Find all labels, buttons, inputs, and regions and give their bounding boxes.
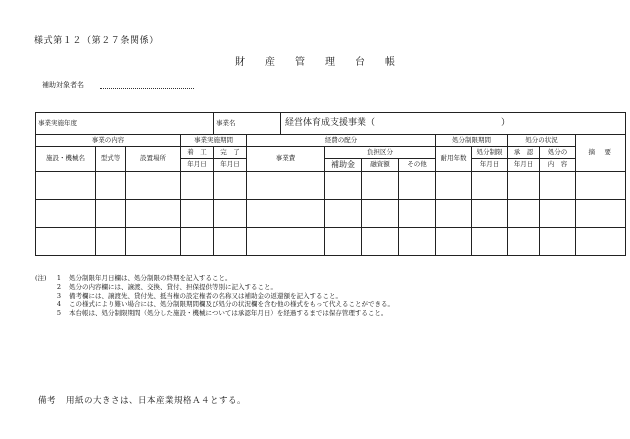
note-text: この様式により難い場合には、処分制限期間欄及び処分の状況欄を含む他の様式をもって代えることができる。 (69, 300, 394, 309)
note-number: 3 (56, 291, 62, 300)
subsidy-cell[interactable] (325, 200, 362, 228)
completion-date-cell[interactable] (214, 172, 247, 200)
start-date-cell[interactable] (181, 200, 214, 228)
table-row (36, 172, 626, 200)
property-ledger-table (35, 112, 613, 256)
project-year-cell[interactable] (36, 113, 214, 135)
project-cost-header: 事業費 (247, 147, 325, 172)
remarks-section (38, 394, 246, 406)
table-row (36, 200, 626, 228)
remarks-cell[interactable] (576, 228, 626, 256)
approval-date-cell[interactable] (508, 200, 540, 228)
limit-date-cell[interactable] (472, 172, 508, 200)
facility-cell[interactable] (36, 172, 96, 200)
model-header: 型式等 (96, 147, 126, 172)
limit-date-cell[interactable] (472, 200, 508, 228)
completion-date-subheader: 年月日 (214, 159, 247, 172)
note-text: 本台帳は、処分制限期間（処分した施設・機械については承認年月日）を経過するまでは保存管理すること。 (69, 309, 388, 318)
subsidy-header: 補助金 (325, 159, 362, 172)
disposal-content-cell[interactable] (540, 172, 576, 200)
note-number: 4 (56, 300, 62, 309)
limit-date-cell[interactable] (472, 228, 508, 256)
start-date-subheader: 年月日 (181, 159, 214, 172)
limit-date-subheader: 年月日 (472, 159, 508, 172)
disposal-content-cell[interactable] (540, 228, 576, 256)
model-cell[interactable] (96, 200, 126, 228)
note-item (35, 274, 394, 283)
disposal-content-cell[interactable] (540, 200, 576, 228)
fund-cell[interactable] (362, 200, 399, 228)
other-cell[interactable] (399, 172, 436, 200)
other-header: その他 (399, 159, 436, 172)
disposal-content-subheader: 内 容 (540, 159, 576, 172)
facility-cell[interactable] (36, 228, 96, 256)
model-cell[interactable] (96, 172, 126, 200)
useful-life-cell[interactable] (436, 172, 472, 200)
project-name-label: 事業名 (214, 113, 281, 135)
approval-date-cell[interactable] (508, 228, 540, 256)
approval-date-header: 承 認 (508, 147, 540, 159)
disposal-status-group-header: 処分の状況 (508, 135, 576, 147)
note-item (35, 309, 394, 318)
form-number: 様式第１２（第２７条関係） (34, 36, 159, 46)
completion-date-cell[interactable] (214, 200, 247, 228)
note-number: 5 (56, 309, 62, 318)
disposal-limit-group-header: 処分制限期間 (436, 135, 508, 147)
disposal-content-header: 処分の (540, 147, 576, 159)
note-text: 処分の内容欄には、譲渡、交換、貸付、担保提供等別に記入すること。 (69, 282, 277, 291)
note-text: 処分制限年月日欄は、処分制限の終期を記入すること。 (69, 274, 232, 282)
document-title: 財 産 管 理 台 帳 (235, 57, 395, 68)
model-cell[interactable] (96, 228, 126, 256)
fund-header: 融資額 (362, 159, 399, 172)
project-cost-cell[interactable] (247, 228, 325, 256)
project-year-label: 事業実施年度 (38, 118, 77, 127)
other-cell[interactable] (399, 228, 436, 256)
content-group-header: 事業の内容 (36, 135, 181, 147)
facility-cell[interactable] (36, 200, 96, 228)
start-date-header: 着 工 (181, 147, 214, 159)
project-name-value[interactable]: 経営体育成支援事業（ ） (281, 113, 626, 135)
table-row (36, 228, 626, 256)
note-item (35, 283, 394, 292)
recipient-name-field[interactable] (100, 88, 194, 89)
note-text: 備考欄には、譲渡先、貸付先、抵当権の設定権者の名称又は補助金の返還額を記入すること。 (69, 291, 342, 300)
facility-header: 施設・機械名 (36, 147, 96, 172)
location-header: 設置場所 (126, 147, 181, 172)
note-number: 2 (56, 282, 62, 291)
notes-lead: (注) (35, 274, 47, 282)
useful-life-header: 耐用年数 (436, 147, 472, 172)
project-cost-cell[interactable] (247, 200, 325, 228)
limit-date-header: 処分制限 (472, 147, 508, 159)
approval-date-subheader: 年月日 (508, 159, 540, 172)
subsidy-cell[interactable] (325, 172, 362, 200)
remarks-cell[interactable] (576, 200, 626, 228)
completion-date-header: 完 了 (214, 147, 247, 159)
note-item (35, 300, 394, 309)
remarks-text: 用紙の大きさは、日本産業規格Ａ４とする。 (66, 396, 247, 406)
remarks-cell[interactable] (576, 172, 626, 200)
useful-life-cell[interactable] (436, 200, 472, 228)
completion-date-cell[interactable] (214, 228, 247, 256)
location-cell[interactable] (126, 200, 181, 228)
start-date-cell[interactable] (181, 172, 214, 200)
remarks-header: 摘 要 (576, 135, 626, 172)
period-group-header: 事業実施期間 (181, 135, 247, 147)
burden-group-header: 負担区分 (325, 147, 436, 159)
note-number: 1 (56, 274, 62, 282)
recipient-label: 補助対象者名 (42, 81, 84, 89)
remarks-label: 備考 (38, 396, 57, 406)
start-date-cell[interactable] (181, 228, 214, 256)
location-cell[interactable] (126, 172, 181, 200)
other-cell[interactable] (399, 200, 436, 228)
fund-cell[interactable] (362, 172, 399, 200)
approval-date-cell[interactable] (508, 172, 540, 200)
cost-group-header: 経費の配分 (247, 135, 436, 147)
useful-life-cell[interactable] (436, 228, 472, 256)
subsidy-cell[interactable] (325, 228, 362, 256)
location-cell[interactable] (126, 228, 181, 256)
fund-cell[interactable] (362, 228, 399, 256)
notes-section (35, 274, 394, 318)
project-cost-cell[interactable] (247, 172, 325, 200)
